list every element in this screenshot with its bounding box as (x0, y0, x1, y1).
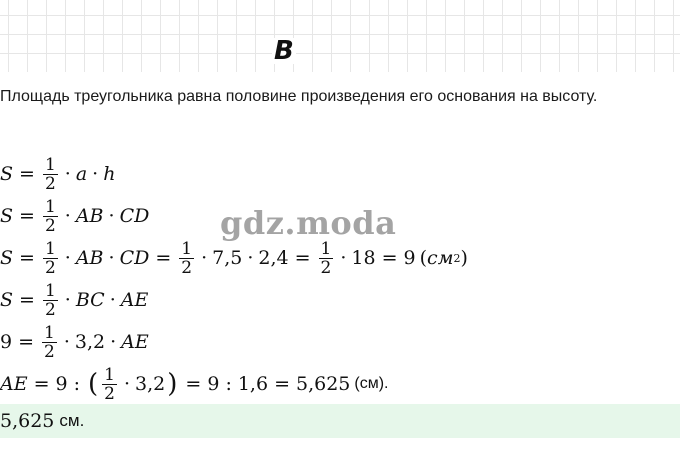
formula-line-1: S = $\frac{1}{2}$ · a · h (0, 154, 116, 194)
fraction: $\frac{1}{2}$ (320, 238, 332, 278)
fraction: $\frac{1}{2}$ (44, 196, 56, 236)
fraction: $\frac{1}{2}$ (44, 238, 56, 278)
watermark: gdz.moda (220, 204, 397, 242)
answer-unit: см. (59, 411, 85, 430)
fraction: $\frac{1}{2}$ (44, 154, 56, 194)
formula-line-3: S = $\frac{1}{2}$ · AB · CD = $\frac{1}{2}$ · 7,5 · 2,4 = $\frac{1}{2}$ · 18 = 9 ( см 2 ) (0, 238, 468, 278)
formula-line-5: 9 = $\frac{1}{2}$ · 3,2 · AE (0, 322, 149, 362)
intro-text: Площадь треугольника равна половине произведения его основания на высоту. (0, 88, 598, 105)
lhs: S (0, 163, 14, 185)
formula-line-4: S = $\frac{1}{2}$ · BC · AE (0, 280, 149, 320)
fraction: $\frac{1}{2}$ (181, 238, 193, 278)
formula-line-2: S = $\frac{1}{2}$ · AB · CD (0, 196, 150, 236)
fraction: $\frac{1}{2}$ (44, 280, 56, 320)
grid-header (0, 0, 680, 72)
answer-box (0, 404, 680, 438)
variant-letter: В (274, 36, 294, 66)
formula-line-6: AE = 9 : ( $\frac{1}{2}$ · 3,2 ) = 9 : 1,6 = 5,625 (см). (0, 364, 389, 404)
answer-value: 5,625 (0, 410, 55, 432)
fraction: $\frac{1}{2}$ (44, 322, 55, 362)
fraction: $\frac{1}{2}$ (104, 364, 115, 404)
